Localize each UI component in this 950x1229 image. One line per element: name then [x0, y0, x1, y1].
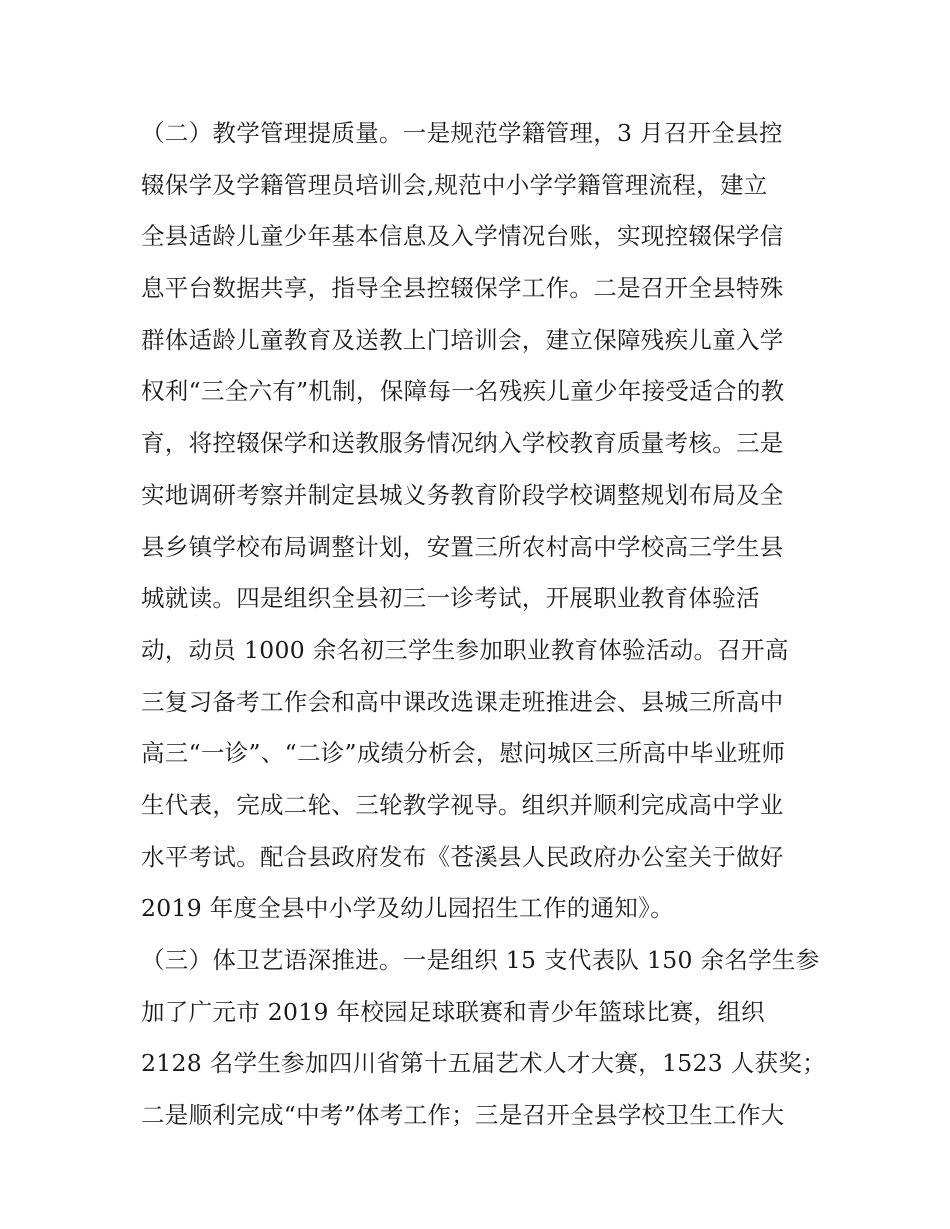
text-line-15: 水平考试。配合县政府发布《苍溪县人民政府办公室关于做好: [141, 842, 784, 871]
text-line-13: 高三“一诊”、“二诊”成绩分析会，慰问城区三所高中毕业班师: [141, 739, 786, 768]
text-line-8: 实地调研考察并制定县城义务教育阶段学校调整规划布局及全: [141, 480, 784, 509]
text-line-7: 育，将控辍保学和送教服务情况纳入学校教育质量考核。三是: [141, 429, 784, 458]
text-line-20: 二是顺利完成“中考”体考工作；三是召开全县学校卫生工作大: [141, 1101, 785, 1130]
text-line-5: 群体适龄儿童教育及送教上门培训会，建立保障残疾儿童入学: [141, 325, 784, 354]
text-line-12: 三复习备考工作会和高中课改选课走班推进会、县城三所高中: [141, 687, 784, 716]
text-line-9: 县乡镇学校布局调整计划，安置三所农村高中学校高三学生县: [141, 532, 784, 561]
text-line-6: 权利“三全六有”机制，保障每一名残疾儿童少年接受适合的教: [141, 377, 785, 406]
text-line-11: 动，动员 1000 余名初三学生参加职业教育体验活动。召开高: [141, 635, 789, 664]
text-line-17: （三）体卫艺语深推进。一是组织 15 支代表队 150 余名学生参: [141, 946, 820, 974]
text-line-3: 全县适龄儿童少年基本信息及入学情况台账，实现控辍保学信: [141, 222, 784, 251]
text-line-19: 2128 名学生参加四川省第十五届艺术人才大赛，1523 人获奖；: [141, 1049, 826, 1078]
text-line-16: 2019 年度全县中小学及幼儿园招生工作的通知》。: [141, 894, 675, 923]
text-line-10: 城就读。四是组织全县初三一诊考试，开展职业教育体验活: [141, 584, 760, 613]
text-line-4: 息平台数据共享，指导全县控辍保学工作。二是召开全县特殊: [141, 274, 784, 303]
document-body: [141, 108, 826, 1142]
text-line-1: （二）教学管理提质量。一是规范学籍管理，3 月召开全县控: [141, 119, 783, 147]
text-line-2: 辍保学及学籍管理员培训会,规范中小学学籍管理流程，建立: [141, 170, 768, 199]
text-line-14: 生代表，完成二轮、三轮教学视导。组织并顺利完成高中学业: [141, 790, 784, 819]
text-line-18: 加了广元市 2019 年校园足球联赛和青少年篮球比赛，组织: [141, 997, 765, 1026]
